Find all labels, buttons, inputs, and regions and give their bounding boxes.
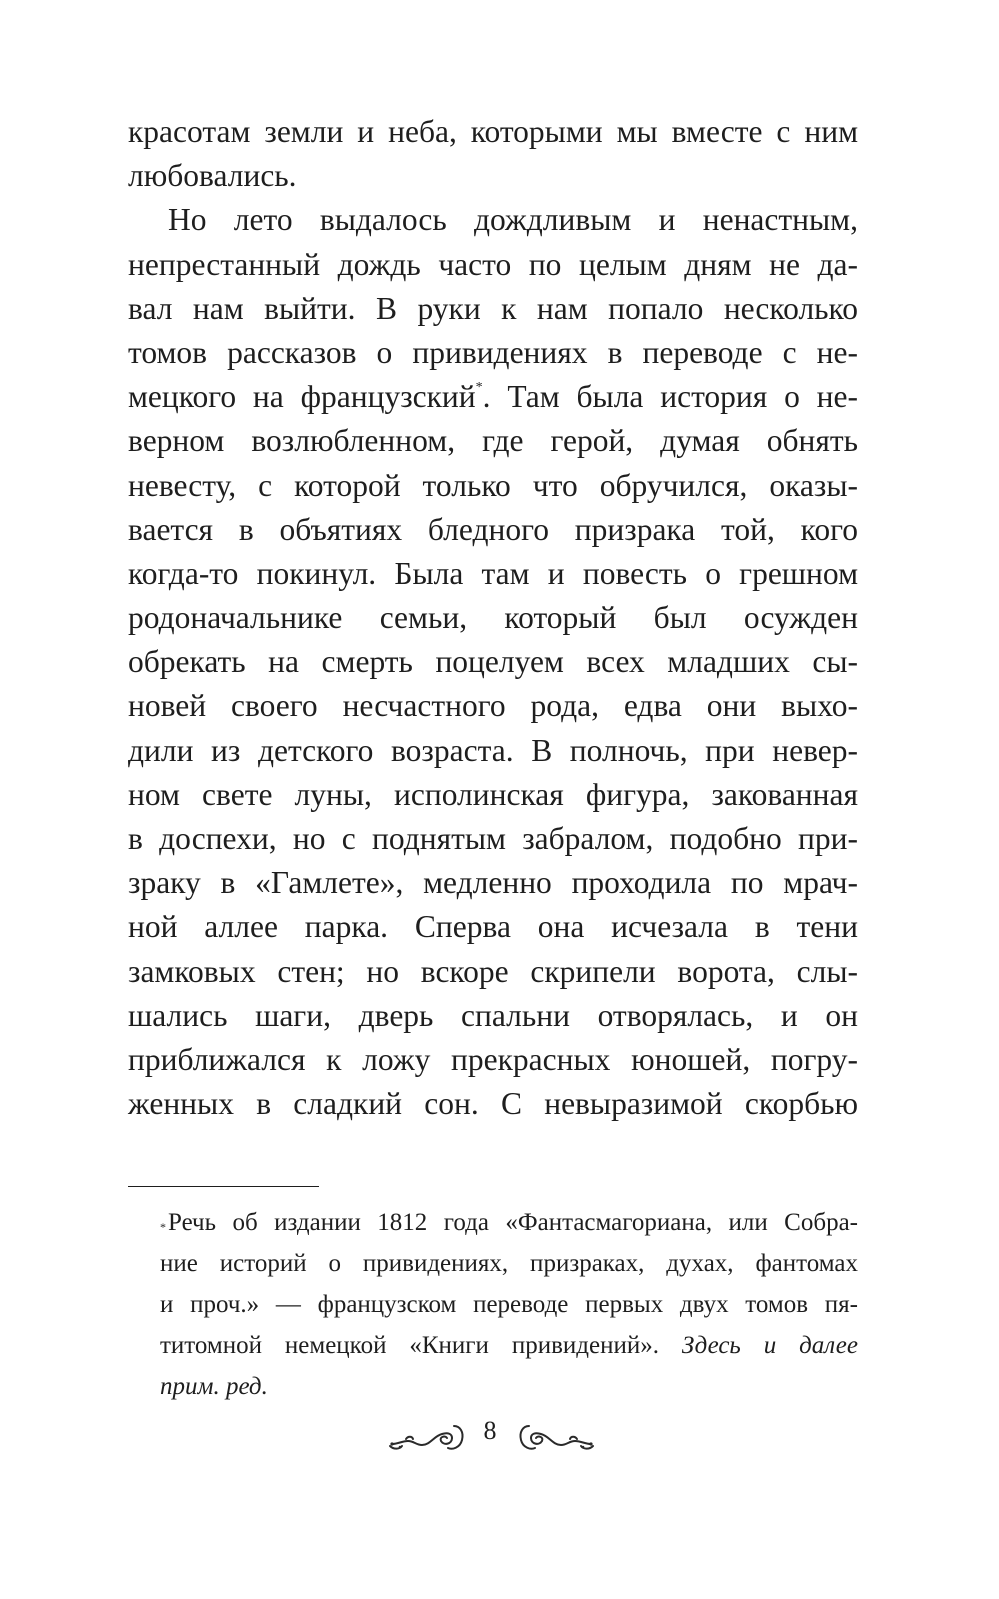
footnote xyxy=(160,1202,858,1407)
text-line: красотам земли и неба, которыми мы вместе с ним xyxy=(128,114,858,149)
text-line: шались шаги, дверь спальни отворялась, и он xyxy=(128,997,858,1033)
text-fragment: мецкого на французский xyxy=(128,379,476,415)
text-line: непрестанный дождь часто по целым дням не да- xyxy=(128,246,858,282)
text-line: в доспехи, но с поднятым забралом, подобно при- xyxy=(128,821,858,856)
text-line: ном свете луны, исполинская фигура, закованная xyxy=(128,776,858,812)
text-line: вается в объятиях бледного призрака той, кого xyxy=(128,511,858,547)
text-line: родоначальнике семьи, который был осужден xyxy=(128,600,858,636)
editor-note: Здесь и далее xyxy=(681,1332,858,1359)
text-line: ной аллее парка. Сперва она исчезала в тени xyxy=(128,909,858,945)
text-line: приближался к ложу прекрасных юношей, погру- xyxy=(128,1041,858,1077)
footnote-line xyxy=(160,1325,858,1366)
footnote-text: Речь об издании 1812 года «Фантасмагориана, или Собра- xyxy=(168,1209,858,1236)
footnote-separator xyxy=(128,1186,319,1187)
footnote-text: титомной немецкой «Книги привидений». xyxy=(160,1332,659,1359)
text-line: вал нам выйти. В руки к нам попало несколько xyxy=(128,290,858,326)
text-fragment: . Там была история о не- xyxy=(482,379,858,415)
text-line: любовались. xyxy=(128,158,297,194)
text-line: когда-то покинул. Была там и повесть о грешном xyxy=(128,555,858,591)
editor-note-line: прим. ред. xyxy=(160,1373,268,1400)
page-number: 8 xyxy=(483,1416,497,1445)
text-line-with-footnote xyxy=(128,375,858,419)
text-line: Но лето выдалось дождливым и ненастным, xyxy=(168,202,858,238)
text-line: замковых стен; но вскоре скрипели ворота, слы- xyxy=(128,953,858,989)
text-line: зраку в «Гамлете», медленно проходила по мрач- xyxy=(128,865,858,901)
footnote-reference[interactable]: * xyxy=(475,380,483,396)
footnote-line: ние историй о привидениях, призраках, духах, фантомах xyxy=(160,1250,858,1277)
main-text xyxy=(128,110,858,1126)
text-line: новей своего несчастного рода, едва они выхо- xyxy=(128,688,858,724)
page-folio xyxy=(0,1412,999,1462)
text-line: томов рассказов о привидениях в переводе с не- xyxy=(128,334,858,370)
text-line: дили из детского возраста. В полночь, при невер- xyxy=(128,732,858,768)
footnote-line: и проч.» — французском переводе первых двух томов пя- xyxy=(160,1291,858,1318)
text-line: обрекать на смерть поцелуем всех младших сы- xyxy=(128,644,858,680)
text-line: невесту, с которой только что обручился, оказы- xyxy=(128,467,858,503)
left-scroll-ornament-icon xyxy=(388,1422,468,1457)
text-line: женных в сладкий сон. С невыразимой скорбью xyxy=(128,1086,858,1122)
footnote-marker: * xyxy=(160,1220,166,1234)
footnote-line xyxy=(160,1202,858,1243)
right-scroll-ornament-icon xyxy=(515,1422,595,1457)
text-line: верном возлюбленном, где герой, думая обнять xyxy=(128,423,858,459)
